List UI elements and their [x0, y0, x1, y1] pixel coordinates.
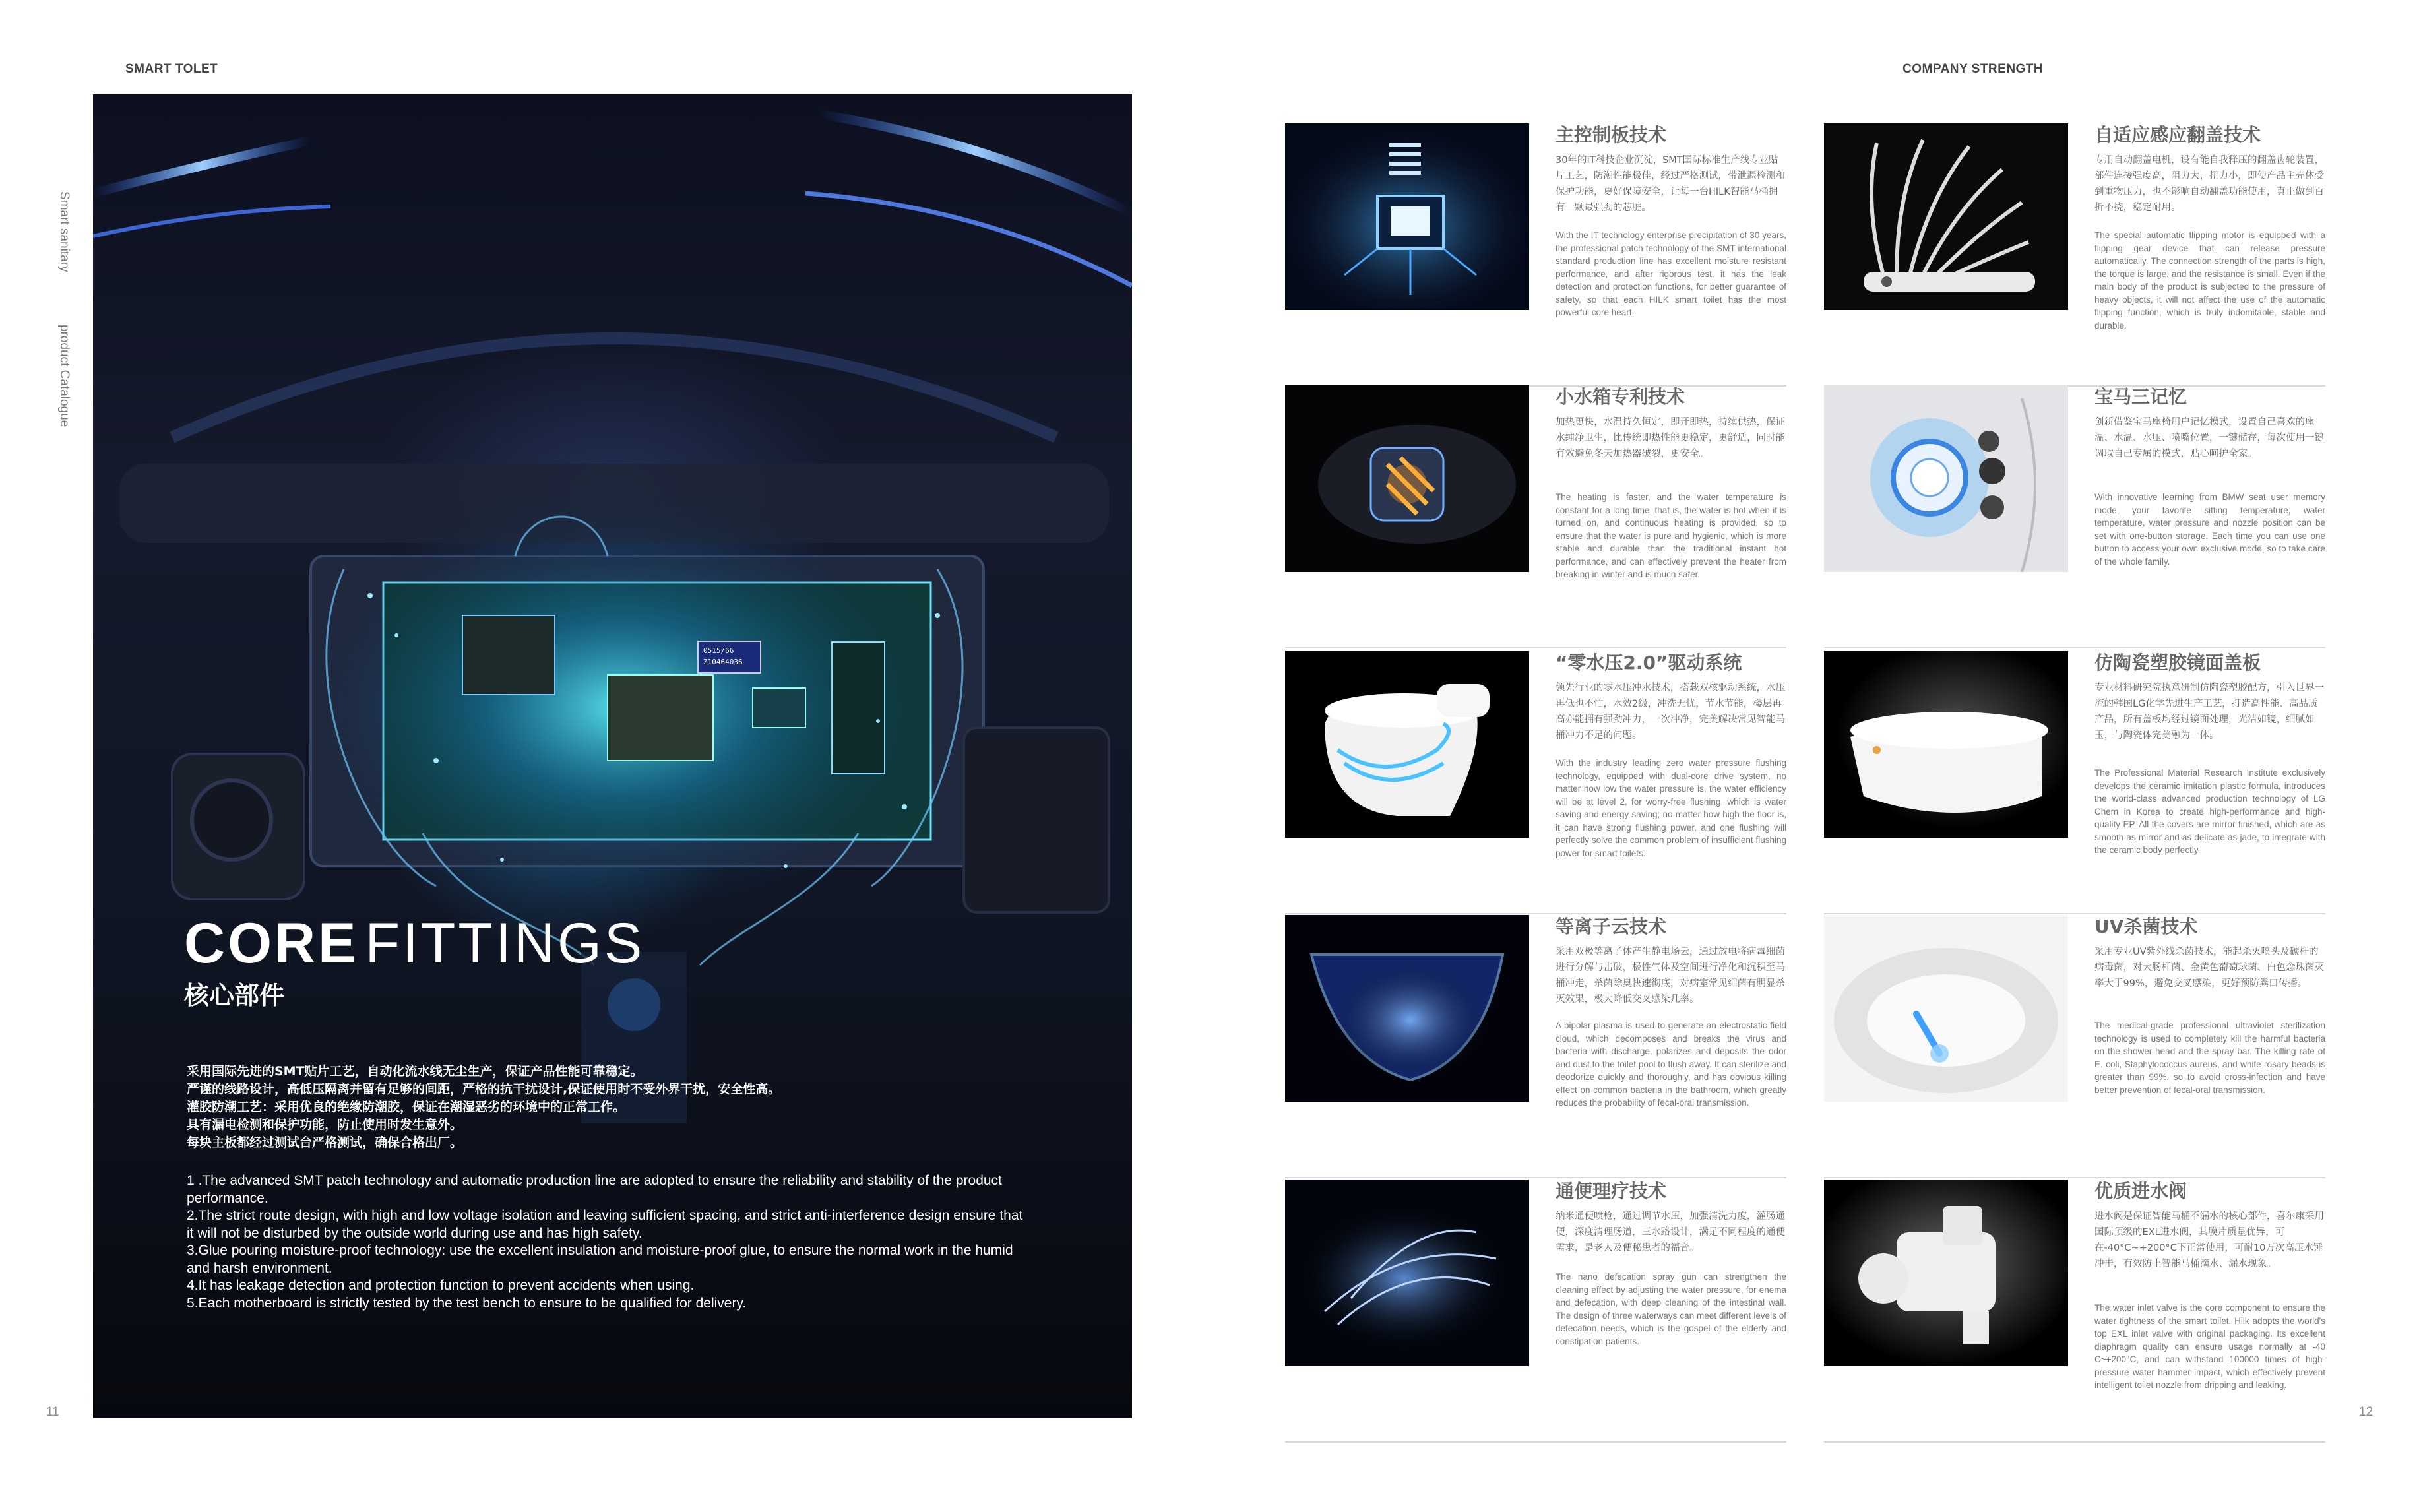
- feature-divider: [1824, 913, 2325, 914]
- feature-title: 优质进水阀: [2094, 1180, 2187, 1202]
- feature-photo-uv: [1824, 915, 2068, 1102]
- right-page-header: COMPANY STRENGTH: [1902, 62, 2044, 76]
- feature-divider: [1824, 1441, 2325, 1443]
- feature-cn-text: 采用双极等离子体产生静电场云，通过放电将病毒细菌进行分解与击破，极性气体及空间进行净化和沉积至马桶冲走，杀菌除臭快速彻底，对病室常见细菌有明显杀灭效果，极大降低交叉感染几率。: [1556, 947, 1785, 1005]
- feature-en-text: The medical-grade professional ultraviolet sterilization technology is used to completely kill the harmful bacteria on the shower head and the spray bar. The killing rate of E. coli, Staphylococcus aureus, and white rosary beads is greater than 99%, so to avoid cross-infection and have better prevention of fecal-oral transmission.: [2094, 1021, 2325, 1095]
- feature-ceramic-like-cover: [1824, 651, 2365, 889]
- feature-photo-valve: [1824, 1180, 2068, 1366]
- chip-label-1: 0515/66: [703, 646, 734, 655]
- feature-en-text: With innovative learning from BMW seat user memory mode, your favorite sitting temperature, water temperature, water pressure and nozzle position can be set with one-button storage. Each time you can use one button to access your own exclusive mode, so to take care of the whole family.: [2094, 492, 2325, 567]
- core-fittings-hero: [93, 94, 1132, 1418]
- feature-photo-plasma: [1285, 915, 1529, 1102]
- feature-en-text: A bipolar plasma is used to generate an electrostatic field cloud, which decomposes and breaks the virus and bacteria with discharge, polarizes and deposits the odor and dust to the toilet pool to flush away. It can sterilize and deodorize quickly and thoroughly, and has obvious killing effect on common bacteria in the bathroom, which greatly reduces the probability of fecal-oral transmission.: [1556, 1021, 1786, 1108]
- feature-en-text: With the IT technology enterprise precipitation of 30 years, the professional patch technology of the SMT international standard production line has excellent moisture resistant performance, and after rigorous test, it has the leak detection and protection functions, for better guarantee of safety, so that each HILK smart toilet has the most powerful core heart.: [1556, 230, 1786, 317]
- feature-cn-text: 专用自动翻盖电机，设有能自我释压的翻盖齿轮装置，部件连接强度高，阻力大，扭力小，即使产品主壳体受到重物压力，也不影响自动翻盖功能使用，真正做到百折不挠，稳定耐用。: [2094, 155, 2324, 213]
- feature-title: 通便理疗技术: [1556, 1180, 1667, 1202]
- feature-photo-flush-system: [1285, 651, 1529, 838]
- feature-divider: [1285, 1441, 1786, 1443]
- feature-plasma-cloud: [1285, 915, 1826, 1152]
- feature-photo-control-panel: [1824, 385, 2068, 572]
- feature-title: 主控制板技术: [1556, 124, 1667, 146]
- feature-divider: [1285, 1177, 1786, 1178]
- side-catalogue-text: product Catalogue: [57, 325, 71, 427]
- feature-cn-text: 纳米通便喷枪，通过调节水压，加强清洗力度，灌肠通便，深度清理肠道，三水路设计，满足不同程度的通便需求，是老人及便秘患者的福音。: [1556, 1211, 1785, 1253]
- feature-title: UV杀菌技术: [2094, 916, 2198, 937]
- feature-zero-pressure-drive: [1285, 651, 1826, 889]
- feature-en-text: The special automatic flipping motor is equipped with a flipping gear device that can release pressure automatically. The connection strength of the parts is high, the torque is large, and the resistance is small. Even if the main body of the product is subjected to the pressure of heavy objects, it will not affect the use of the automatic flipping function, which is truly indomitable, stable and durable.: [2094, 230, 2325, 331]
- page-number-left: 11: [46, 1405, 59, 1419]
- chip-label-2: Z10464036: [703, 658, 743, 666]
- hero-cn-description: 采用国际先进的SMT贴片工艺，自动化流水线无尘生产，保证产品性能可靠稳定。 严谨的线路设计，高低压隔离并留有足够的间距，严格的抗干扰设计,保证使用时不受外界干扰，安全性高。 灌胶防潮工艺：采用优良的绝缘防潮胶，保证在潮湿恶劣的环境中的正常工作。 具有漏电检测和保护功能，防止使用时发生意外。 每块主板都经过测试台严格测试，确保合格出厂。: [187, 1064, 781, 1150]
- feature-auto-flip-lid: [1824, 123, 2365, 361]
- feature-water-inlet-valve: [1824, 1180, 2365, 1417]
- feature-title: “零水压2.0”驱动系统: [1556, 652, 1742, 674]
- page-number-right: 12: [2359, 1405, 2374, 1419]
- feature-cn-text: 创新借鉴宝马座椅用户记忆模式，设置自己喜欢的座温、水温、水压、喷嘴位置，一键储存，每次使用一键调取自己专属的模式，贴心呵护全家。: [2094, 417, 2324, 459]
- feature-photo-tank: [1285, 385, 1529, 572]
- feature-main-control-board: [1285, 123, 1826, 361]
- feature-defecation-therapy: [1285, 1180, 1826, 1417]
- feature-en-text: With the industry leading zero water pressure flushing technology, equipped with dual-core drive system, no matter how low the water pressure is, the water efficiency will be at level 2, for worry-free flushing, which is water saving and energy saving; no matter how high the floor is, it can have strong flushing power, and one flushing will perfectly solve the common problem of insufficient flushing power for smart toilets.: [1556, 758, 1786, 858]
- feature-en-text: The nano defecation spray gun can strengthen the cleaning effect by adjusting the water pressure, for enema and defecation, with deep cleaning of the intestinal wall. The design of three waterways can meet different levels of defecation needs, which is the gospel of the elderly and constipation patients.: [1556, 1272, 1786, 1346]
- feature-cn-text: 专业材料研究院执意研制仿陶瓷塑胶配方，引入世界一流的韩国LG化学先进生产工艺，打造高性能、高品质产品，所有盖板均经过镜面处理，光洁如镜，细腻如玉，与陶瓷体完美融为一体。: [2094, 683, 2324, 741]
- feature-title: 自适应感应翻盖技术: [2094, 124, 2261, 146]
- feature-title: 小水箱专利技术: [1556, 386, 1685, 408]
- hero-title: CORE FITTINGS: [184, 912, 645, 975]
- side-brand-text: Smart sanitary: [57, 191, 71, 272]
- hero-en-description: 1 .The advanced SMT patch technology and automatic production line are adopted to ensure the reliability and stability of the product performance. 2.The strict route design, with high and low voltage isolation and leaving sufficient spacing, and strict anti-interference design ensure that it will not be disturbed by the outside world during use and has high safety. 3.Glue pouring moisture-proof technology: use the excellent insulation and moisture-proof glue, to ensure the normal work in the humid and harsh environment. 4.It has leakage detection and protection function to prevent accidents when using. 5.Each motherboard is strictly tested by the test bench to ensure to be qualified for delivery.: [187, 1173, 1023, 1311]
- feature-photo-chip: [1285, 123, 1529, 310]
- feature-en-text: The heating is faster, and the water temperature is constant for a long time, that is, the water is hot when it is turned on, and continuous heating is provided, so to ensure that the water is pure and hygienic, which is more stable and durable than the traditional instant hot performance, and can effectively prevent the heater from breaking in winter and is much safer.: [1556, 492, 1786, 579]
- feature-photo-lid: [1824, 123, 2068, 310]
- feature-en-text: The Professional Material Research Institute exclusively develops the ceramic imitation plastic formula, introduces the world-class advanced production technology of LG Chem in Korea to create high-performance and high-quality EP. All the covers are mirror-finished, which are as smooth as mirror and as delicate as jade, to integrate with the ceramic body perfectly.: [2094, 768, 2325, 855]
- feature-uv-sterilization: [1824, 915, 2365, 1152]
- feature-en-text: The water inlet valve is the core component to ensure the water tightness of the smart toilet. Hilk adopts the world's top EXL inlet valve with original packaging. Its excellent diaphragm quality can ensure usage normally at -40 C~+200°C, and can withstand 100000 times of high-pressure water hammer impact, which effectively prevent intelligent toilet nozzle from dripping and leaking.: [2094, 1303, 2325, 1390]
- left-page-header: SMART TOLET: [125, 62, 218, 76]
- feature-divider: [1285, 913, 1786, 914]
- feature-divider: [1824, 1177, 2325, 1178]
- feature-cn-text: 30年的IT科技企业沉淀，SMT国际标准生产线专业贴片工艺，防潮性能极佳，经过严格测试，带泄漏检测和保护功能，更好保障安全，让每一台HILK智能马桶拥有一颗最强劲的芯脏。: [1556, 155, 1785, 213]
- feature-cn-text: 进水阀是保证智能马桶不漏水的核心部件，喜尔康采用国际顶级的EXL进水阀，其膜片质量优异，可在-40°C~+200°C下正常使用，可耐10万次高压水锤冲击，有效防止智能马桶滴水、漏水现象。: [2094, 1211, 2324, 1269]
- feature-title: 仿陶瓷塑胶镜面盖板: [2094, 652, 2261, 674]
- feature-title: 宝马三记忆: [2094, 386, 2187, 408]
- feature-cn-text: 采用专业UV紫外线杀菌技术，能起杀灭喷头及碳杆的病毒菌，对大肠杆菌、金黄色葡萄球菌、白色念珠菌灭率大于99%，避免交叉感染，更好预防粪口传播。: [2094, 947, 2324, 989]
- feature-small-water-tank: [1285, 385, 1826, 623]
- feature-photo-spray-gun: [1285, 1180, 1529, 1366]
- feature-photo-cover: [1824, 651, 2068, 838]
- hero-subtitle: 核心部件: [184, 981, 285, 1010]
- feature-cn-text: 领先行业的零水压冲水技术，搭载双核驱动系统，水压再低也不怕，水效2级，冲洗无忧，节水节能，楼层再高亦能拥有强劲冲力，一次冲净，完美解决常见智能马桶冲力不足的问题。: [1556, 683, 1785, 741]
- feature-title: 等离子云技术: [1556, 916, 1667, 937]
- feature-cn-text: 加热更快，水温持久恒定，即开即热，持续供热，保证水纯净卫生，比传统即热性能更稳定，更舒适，同时能有效避免冬天加热器破裂，更安全。: [1556, 417, 1785, 459]
- feature-bmw-memory: [1824, 385, 2365, 623]
